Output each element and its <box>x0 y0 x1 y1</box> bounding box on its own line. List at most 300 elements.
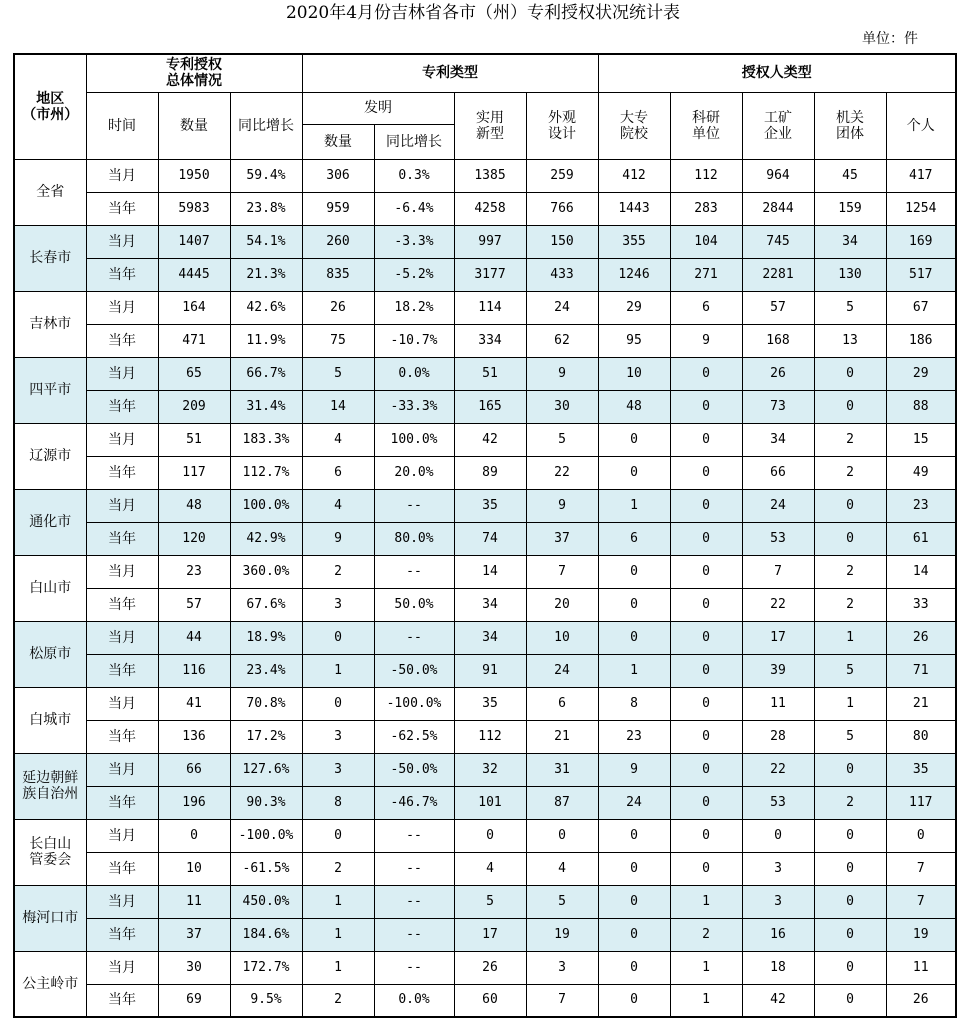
value-cell: 0 <box>670 654 742 687</box>
value-cell: 66 <box>158 753 230 786</box>
value-cell: 30 <box>526 390 598 423</box>
table-row <box>14 423 956 456</box>
value-cell: 7 <box>886 852 956 885</box>
value-cell: 9 <box>670 324 742 357</box>
header-overall: 专利授权 总体情况 <box>86 54 302 92</box>
value-cell: 306 <box>302 159 374 192</box>
value-cell: 1950 <box>158 159 230 192</box>
value-cell: 360.0% <box>230 555 302 588</box>
value-cell: 104 <box>670 225 742 258</box>
value-cell: 6 <box>526 687 598 720</box>
value-cell: 0 <box>814 819 886 852</box>
time-cell: 当月 <box>86 885 158 918</box>
value-cell: 29 <box>598 291 670 324</box>
table-row <box>14 819 956 852</box>
value-cell: 7 <box>526 984 598 1017</box>
value-cell: 66.7% <box>230 357 302 390</box>
value-cell: 6 <box>598 522 670 555</box>
time-cell: 当年 <box>86 258 158 291</box>
time-cell: 当年 <box>86 192 158 225</box>
value-cell: 0 <box>670 720 742 753</box>
value-cell: 172.7% <box>230 951 302 984</box>
value-cell: 959 <box>302 192 374 225</box>
header-invention-count: 数量 <box>302 124 374 159</box>
value-cell: -33.3% <box>374 390 454 423</box>
value-cell: 0 <box>670 522 742 555</box>
header-region: 地区 （市州） <box>14 54 86 159</box>
value-cell: 0 <box>670 621 742 654</box>
table-row <box>14 489 956 522</box>
table-row <box>14 753 956 786</box>
value-cell: 37 <box>158 918 230 951</box>
value-cell: 1 <box>598 654 670 687</box>
value-cell: 21 <box>886 687 956 720</box>
table-body <box>14 159 956 1017</box>
value-cell: 0 <box>814 918 886 951</box>
header-total-yoy: 同比增长 <box>230 92 302 159</box>
value-cell: 9 <box>302 522 374 555</box>
value-cell: 0 <box>670 852 742 885</box>
value-cell: 3 <box>742 885 814 918</box>
value-cell: 164 <box>158 291 230 324</box>
table-row <box>14 786 956 819</box>
value-cell: 5 <box>526 885 598 918</box>
value-cell: 48 <box>158 489 230 522</box>
value-cell: -6.4% <box>374 192 454 225</box>
region-cell: 全省 <box>14 159 86 225</box>
header-individual: 个人 <box>886 92 956 159</box>
value-cell: 70.8% <box>230 687 302 720</box>
value-cell: 54.1% <box>230 225 302 258</box>
page-title: 2020年4月份吉林省各市（州）专利授权状况统计表 <box>285 3 681 23</box>
value-cell: 24 <box>526 291 598 324</box>
value-cell: 112.7% <box>230 456 302 489</box>
header-utility: 实用 新型 <box>454 92 526 159</box>
value-cell: 0 <box>742 819 814 852</box>
region-cell: 白城市 <box>14 687 86 753</box>
value-cell: 1254 <box>886 192 956 225</box>
value-cell: 1246 <box>598 258 670 291</box>
value-cell: 7 <box>886 885 956 918</box>
value-cell: 1385 <box>454 159 526 192</box>
value-cell: 14 <box>302 390 374 423</box>
time-cell: 当月 <box>86 159 158 192</box>
value-cell: 0 <box>670 588 742 621</box>
value-cell: 114 <box>454 291 526 324</box>
value-cell: 2 <box>302 984 374 1017</box>
value-cell: 69 <box>158 984 230 1017</box>
value-cell: 21 <box>526 720 598 753</box>
value-cell: 17.2% <box>230 720 302 753</box>
value-cell: -- <box>374 489 454 522</box>
value-cell: -- <box>374 621 454 654</box>
value-cell: 61 <box>886 522 956 555</box>
value-cell: 0 <box>598 456 670 489</box>
value-cell: 33 <box>886 588 956 621</box>
table-row <box>14 918 956 951</box>
value-cell: 0 <box>598 951 670 984</box>
value-cell: 0 <box>598 984 670 1017</box>
table-row <box>14 192 956 225</box>
header-university: 大专 院校 <box>598 92 670 159</box>
value-cell: 260 <box>302 225 374 258</box>
time-cell: 当年 <box>86 984 158 1017</box>
value-cell: 39 <box>742 654 814 687</box>
value-cell: 31.4% <box>230 390 302 423</box>
time-cell: 当月 <box>86 951 158 984</box>
value-cell: 17 <box>742 621 814 654</box>
value-cell: 2 <box>302 852 374 885</box>
value-cell: 0.0% <box>374 357 454 390</box>
region-cell: 辽源市 <box>14 423 86 489</box>
value-cell: 44 <box>158 621 230 654</box>
value-cell: 34 <box>454 588 526 621</box>
header-government: 机关 团体 <box>814 92 886 159</box>
value-cell: 5 <box>302 357 374 390</box>
time-cell: 当年 <box>86 786 158 819</box>
value-cell: 0 <box>598 885 670 918</box>
table-row <box>14 291 956 324</box>
time-cell: 当年 <box>86 522 158 555</box>
value-cell: 766 <box>526 192 598 225</box>
value-cell: 0 <box>670 357 742 390</box>
value-cell: 60 <box>454 984 526 1017</box>
value-cell: 3 <box>526 951 598 984</box>
value-cell: 42 <box>454 423 526 456</box>
value-cell: 11 <box>886 951 956 984</box>
header-invention-yoy: 同比增长 <box>374 124 454 159</box>
table-row <box>14 951 956 984</box>
value-cell: 19 <box>526 918 598 951</box>
value-cell: 9.5% <box>230 984 302 1017</box>
value-cell: 13 <box>814 324 886 357</box>
value-cell: 4258 <box>454 192 526 225</box>
value-cell: 0 <box>814 489 886 522</box>
value-cell: 7 <box>526 555 598 588</box>
value-cell: 32 <box>454 753 526 786</box>
value-cell: 17 <box>454 918 526 951</box>
value-cell: 35 <box>454 687 526 720</box>
value-cell: 1407 <box>158 225 230 258</box>
value-cell: 88 <box>886 390 956 423</box>
value-cell: 20.0% <box>374 456 454 489</box>
time-cell: 当年 <box>86 852 158 885</box>
value-cell: 49 <box>886 456 956 489</box>
value-cell: 80.0% <box>374 522 454 555</box>
value-cell: 9 <box>598 753 670 786</box>
value-cell: 87 <box>526 786 598 819</box>
value-cell: -46.7% <box>374 786 454 819</box>
value-cell: 8 <box>598 687 670 720</box>
table-row <box>14 588 956 621</box>
value-cell: 26 <box>302 291 374 324</box>
table-row <box>14 225 956 258</box>
value-cell: 42.9% <box>230 522 302 555</box>
value-cell: 3 <box>302 720 374 753</box>
value-cell: 1 <box>598 489 670 522</box>
value-cell: 1 <box>814 621 886 654</box>
value-cell: 15 <box>886 423 956 456</box>
value-cell: 62 <box>526 324 598 357</box>
value-cell: 5983 <box>158 192 230 225</box>
value-cell: 3 <box>302 753 374 786</box>
value-cell: 0 <box>814 753 886 786</box>
value-cell: 18.2% <box>374 291 454 324</box>
value-cell: 91 <box>454 654 526 687</box>
value-cell: 0 <box>814 951 886 984</box>
value-cell: -- <box>374 918 454 951</box>
time-cell: 当月 <box>86 291 158 324</box>
value-cell: 471 <box>158 324 230 357</box>
value-cell: 37 <box>526 522 598 555</box>
value-cell: 259 <box>526 159 598 192</box>
value-cell: 120 <box>158 522 230 555</box>
value-cell: 0 <box>598 555 670 588</box>
value-cell: 0 <box>598 918 670 951</box>
value-cell: 117 <box>886 786 956 819</box>
header-invention: 发明 <box>302 92 454 124</box>
table-row <box>14 720 956 753</box>
value-cell: -10.7% <box>374 324 454 357</box>
value-cell: 2 <box>814 423 886 456</box>
value-cell: -- <box>374 951 454 984</box>
table-row <box>14 159 956 192</box>
value-cell: 75 <box>302 324 374 357</box>
value-cell: -5.2% <box>374 258 454 291</box>
value-cell: 433 <box>526 258 598 291</box>
value-cell: 0 <box>670 489 742 522</box>
value-cell: 0 <box>814 885 886 918</box>
header-time: 时间 <box>86 92 158 159</box>
value-cell: 517 <box>886 258 956 291</box>
value-cell: 18.9% <box>230 621 302 654</box>
value-cell: 2281 <box>742 258 814 291</box>
value-cell: -61.5% <box>230 852 302 885</box>
value-cell: 26 <box>886 984 956 1017</box>
value-cell: 0 <box>526 819 598 852</box>
time-cell: 当月 <box>86 753 158 786</box>
value-cell: 3 <box>302 588 374 621</box>
value-cell: 5 <box>454 885 526 918</box>
value-cell: 745 <box>742 225 814 258</box>
value-cell: 23 <box>598 720 670 753</box>
value-cell: 2 <box>670 918 742 951</box>
header-enterprise: 工矿 企业 <box>742 92 814 159</box>
value-cell: -- <box>374 555 454 588</box>
value-cell: 9 <box>526 489 598 522</box>
value-cell: 14 <box>454 555 526 588</box>
value-cell: -- <box>374 819 454 852</box>
value-cell: 7 <box>742 555 814 588</box>
value-cell: 23 <box>886 489 956 522</box>
value-cell: 2 <box>302 555 374 588</box>
value-cell: 24 <box>742 489 814 522</box>
value-cell: 11 <box>158 885 230 918</box>
value-cell: 24 <box>598 786 670 819</box>
value-cell: 0 <box>670 555 742 588</box>
time-cell: 当月 <box>86 225 158 258</box>
value-cell: 89 <box>454 456 526 489</box>
time-cell: 当月 <box>86 489 158 522</box>
time-cell: 当月 <box>86 819 158 852</box>
table-row <box>14 522 956 555</box>
time-cell: 当月 <box>86 423 158 456</box>
time-cell: 当月 <box>86 621 158 654</box>
value-cell: 0 <box>598 819 670 852</box>
time-cell: 当月 <box>86 357 158 390</box>
value-cell: -3.3% <box>374 225 454 258</box>
value-cell: 2 <box>814 588 886 621</box>
value-cell: 26 <box>886 621 956 654</box>
value-cell: 964 <box>742 159 814 192</box>
table-row <box>14 687 956 720</box>
value-cell: 73 <box>742 390 814 423</box>
value-cell: 0 <box>814 852 886 885</box>
value-cell: 136 <box>158 720 230 753</box>
time-cell: 当年 <box>86 654 158 687</box>
value-cell: 5 <box>814 720 886 753</box>
value-cell: 4 <box>302 489 374 522</box>
value-cell: 18 <box>742 951 814 984</box>
region-cell: 长春市 <box>14 225 86 291</box>
value-cell: 417 <box>886 159 956 192</box>
value-cell: 16 <box>742 918 814 951</box>
value-cell: -50.0% <box>374 753 454 786</box>
value-cell: 74 <box>454 522 526 555</box>
time-cell: 当年 <box>86 720 158 753</box>
value-cell: 271 <box>670 258 742 291</box>
value-cell: 66 <box>742 456 814 489</box>
table-row <box>14 258 956 291</box>
value-cell: 1443 <box>598 192 670 225</box>
value-cell: 26 <box>454 951 526 984</box>
value-cell: 2844 <box>742 192 814 225</box>
value-cell: 31 <box>526 753 598 786</box>
value-cell: 0 <box>814 390 886 423</box>
region-cell: 延边朝鲜 族自治州 <box>14 753 86 819</box>
value-cell: 4 <box>454 852 526 885</box>
value-cell: 4445 <box>158 258 230 291</box>
value-cell: 412 <box>598 159 670 192</box>
value-cell: 159 <box>814 192 886 225</box>
value-cell: 127.6% <box>230 753 302 786</box>
value-cell: 0 <box>814 357 886 390</box>
value-cell: 29 <box>886 357 956 390</box>
table-row <box>14 885 956 918</box>
header-research: 科研 单位 <box>670 92 742 159</box>
table-row <box>14 324 956 357</box>
value-cell: 22 <box>742 753 814 786</box>
value-cell: 34 <box>742 423 814 456</box>
value-cell: 50.0% <box>374 588 454 621</box>
value-cell: 112 <box>670 159 742 192</box>
header-patent-type: 专利类型 <box>302 54 598 92</box>
value-cell: 835 <box>302 258 374 291</box>
value-cell: 334 <box>454 324 526 357</box>
value-cell: 30 <box>158 951 230 984</box>
value-cell: 165 <box>454 390 526 423</box>
value-cell: 59.4% <box>230 159 302 192</box>
value-cell: 48 <box>598 390 670 423</box>
table-row <box>14 984 956 1017</box>
value-cell: 209 <box>158 390 230 423</box>
value-cell: 67.6% <box>230 588 302 621</box>
value-cell: 10 <box>526 621 598 654</box>
value-cell: 3177 <box>454 258 526 291</box>
value-cell: 1 <box>670 885 742 918</box>
value-cell: 168 <box>742 324 814 357</box>
value-cell: -50.0% <box>374 654 454 687</box>
region-cell: 公主岭市 <box>14 951 86 1017</box>
time-cell: 当年 <box>86 390 158 423</box>
table-row <box>14 621 956 654</box>
value-cell: 5 <box>814 654 886 687</box>
value-cell: 95 <box>598 324 670 357</box>
value-cell: 0 <box>598 621 670 654</box>
value-cell: 67 <box>886 291 956 324</box>
value-cell: -100.0% <box>374 687 454 720</box>
value-cell: 4 <box>526 852 598 885</box>
value-cell: 0 <box>670 786 742 819</box>
value-cell: 0.0% <box>374 984 454 1017</box>
value-cell: 0 <box>886 819 956 852</box>
value-cell: 34 <box>814 225 886 258</box>
value-cell: 80 <box>886 720 956 753</box>
value-cell: 0 <box>814 984 886 1017</box>
table-row <box>14 654 956 687</box>
value-cell: 24 <box>526 654 598 687</box>
region-cell: 梅河口市 <box>14 885 86 951</box>
time-cell: 当月 <box>86 555 158 588</box>
value-cell: 51 <box>158 423 230 456</box>
value-cell: 65 <box>158 357 230 390</box>
table-row <box>14 390 956 423</box>
value-cell: 45 <box>814 159 886 192</box>
value-cell: 130 <box>814 258 886 291</box>
value-cell: 100.0% <box>230 489 302 522</box>
value-cell: 169 <box>886 225 956 258</box>
value-cell: 1 <box>302 654 374 687</box>
value-cell: 51 <box>454 357 526 390</box>
value-cell: 26 <box>742 357 814 390</box>
value-cell: 184.6% <box>230 918 302 951</box>
value-cell: 19 <box>886 918 956 951</box>
value-cell: 0.3% <box>374 159 454 192</box>
value-cell: 0 <box>670 423 742 456</box>
time-cell: 当年 <box>86 324 158 357</box>
value-cell: 11.9% <box>230 324 302 357</box>
region-cell: 通化市 <box>14 489 86 555</box>
value-cell: 10 <box>598 357 670 390</box>
table-row <box>14 555 956 588</box>
value-cell: 1 <box>670 951 742 984</box>
value-cell: -100.0% <box>230 819 302 852</box>
value-cell: 8 <box>302 786 374 819</box>
value-cell: 0 <box>158 819 230 852</box>
unit-label: 单位：件 <box>862 31 918 47</box>
value-cell: 1 <box>670 984 742 1017</box>
value-cell: 35 <box>886 753 956 786</box>
value-cell: 283 <box>670 192 742 225</box>
region-cell: 四平市 <box>14 357 86 423</box>
patent-statistics-table <box>13 53 957 1018</box>
value-cell: 150 <box>526 225 598 258</box>
value-cell: 0 <box>670 456 742 489</box>
value-cell: 112 <box>454 720 526 753</box>
time-cell: 当年 <box>86 588 158 621</box>
value-cell: 9 <box>526 357 598 390</box>
value-cell: 0 <box>670 390 742 423</box>
